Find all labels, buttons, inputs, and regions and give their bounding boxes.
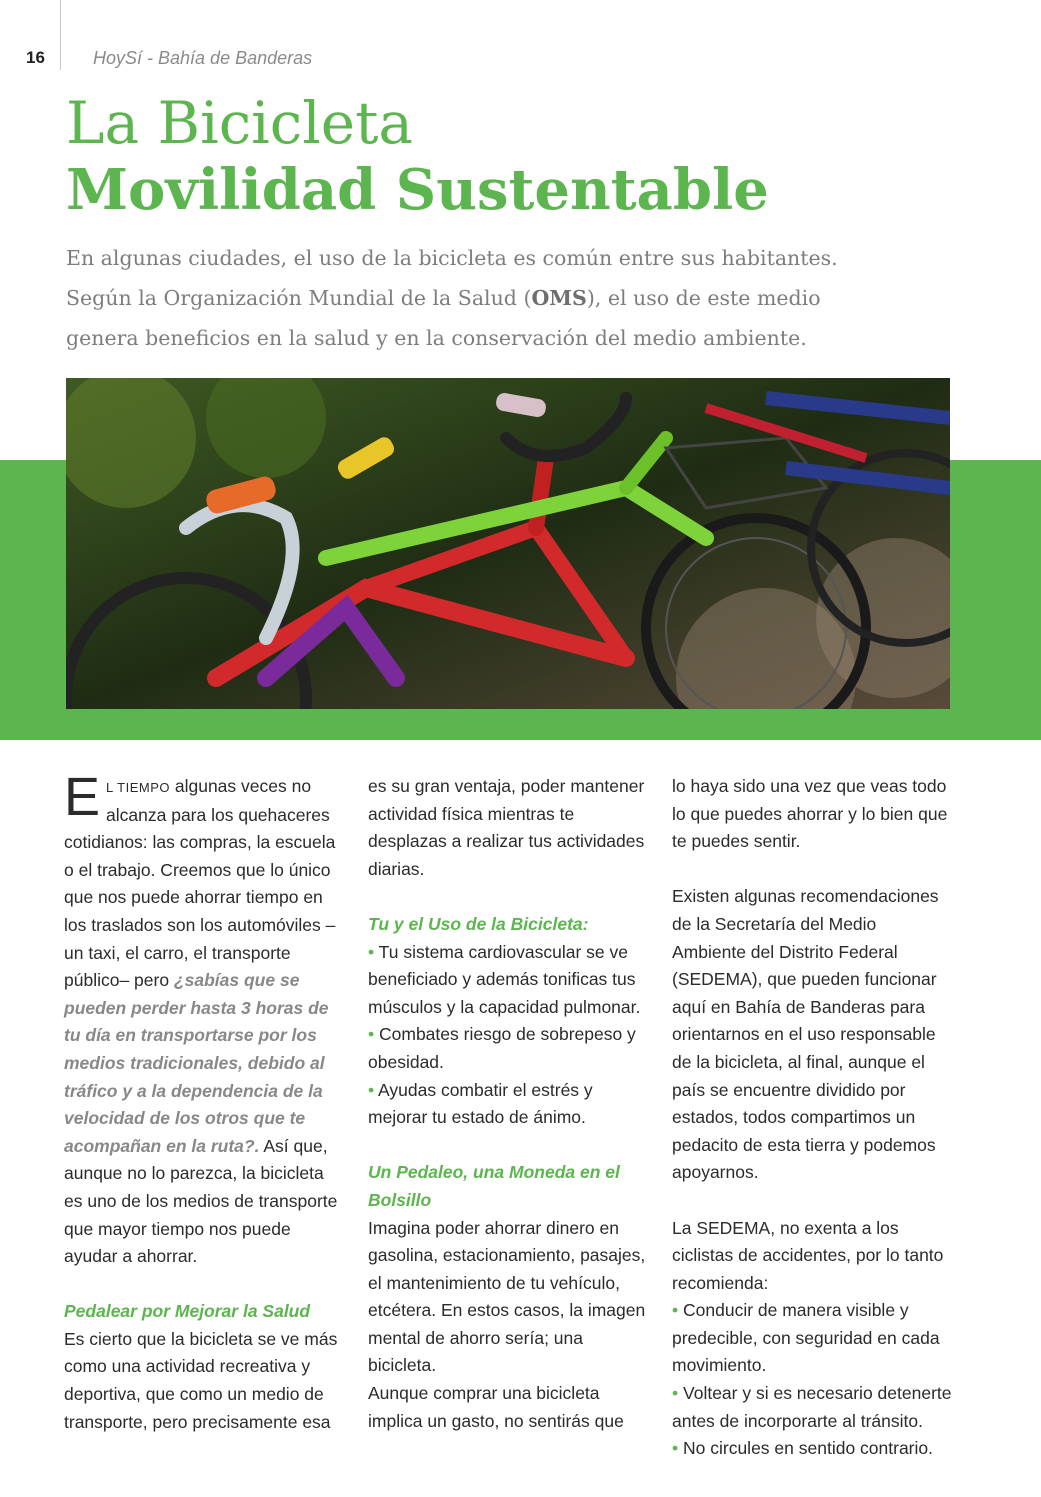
col3-paragraph-3: La SEDEMA, no exenta a los ciclistas de accidentes, por lo tanto recomienda: bbox=[672, 1217, 944, 1293]
bullet-icon: • bbox=[368, 1079, 375, 1100]
bullet-text: No circules en sentido contrario. bbox=[678, 1438, 933, 1459]
bullet-text: Conducir de manera visible y predecible, con seguridad en cada movimiento. bbox=[672, 1300, 940, 1376]
bullet-text: Tu sistema cardiovascular se ve beneficiado y además tonificas tus músculos y la capacidad pulmonar. bbox=[368, 941, 641, 1017]
page-number: 16 bbox=[26, 48, 45, 67]
intro-line-1: En algunas ciudades, el uso de la bicicleta es común entre sus habitantes. bbox=[66, 246, 838, 270]
magazine-name: HoySí - Bahía de Banderas bbox=[93, 48, 313, 68]
bullet-icon: • bbox=[368, 1024, 375, 1045]
col1-paragraph-2: Es cierto que la bicicleta se ve más como una actividad recreativa y deportiva, que como un medio de transporte, pero precisamente esa bbox=[64, 1328, 338, 1432]
col2-paragraph-2: Imagina poder ahorrar dinero en gasolina, estacionamiento, pasajes, el mantenimiento de tu vehículo, etcétera. En estos casos, la imagen mental de ahorro sería; una bicicleta. bbox=[368, 1217, 646, 1376]
bullet-icon: • bbox=[672, 1300, 679, 1321]
bullet-icon: • bbox=[672, 1438, 679, 1459]
bicycles-photo bbox=[66, 378, 950, 709]
bullet-icon: • bbox=[368, 941, 375, 962]
col1-text: algunas veces no alcanza para los quehaceres cotidianos: las compras, la escuela o el trabajo. Creemos que lo único que nos puede ahorrar tiempo en los traslados son los automóviles –un taxi, el carro, el transporte público– pero bbox=[64, 776, 336, 991]
col2-paragraph-3: Aunque comprar una bicicleta implica un gasto, no sentirás que bbox=[368, 1383, 624, 1431]
column-1 bbox=[64, 767, 344, 1436]
intro-line-3: genera beneficios en la salud y en la conservación del medio ambiente. bbox=[66, 326, 807, 350]
header-divider bbox=[60, 0, 61, 70]
intro-paragraph bbox=[66, 238, 946, 358]
subheading-uso-bicicleta: Tu y el Uso de la Bicicleta: bbox=[368, 913, 589, 934]
subheading-pedaleo-moneda: Un Pedaleo, una Moneda en el Bolsillo bbox=[368, 1162, 620, 1210]
bullet-text: Combates riesgo de sobrepeso y obesidad. bbox=[368, 1024, 636, 1072]
list-item bbox=[368, 939, 648, 1022]
list-item bbox=[672, 1380, 952, 1435]
column-2 bbox=[368, 773, 648, 1435]
bullet-icon: • bbox=[672, 1383, 679, 1404]
list-item bbox=[672, 1435, 952, 1463]
intro-text: Según la Organización Mundial de la Salud ( bbox=[66, 286, 532, 310]
drop-cap: E bbox=[64, 767, 101, 827]
intro-text: ), el uso de este medio bbox=[586, 286, 821, 310]
list-item bbox=[368, 1021, 648, 1076]
intro-line-2 bbox=[66, 278, 946, 318]
column-3 bbox=[672, 773, 952, 1463]
bicycles-illustration bbox=[66, 378, 950, 709]
subheading-pedalear: Pedalear por Mejorar la Salud bbox=[64, 1301, 311, 1322]
col1-text-end: Así que, aunque no lo parezca, la bicicleta es uno de los medios de transporte que mayor tiempo nos puede ayudar a ahorrar. bbox=[64, 1135, 338, 1267]
intro-oms: OMS bbox=[531, 286, 587, 310]
title-line-2: Movilidad Sustentable bbox=[66, 157, 769, 223]
list-item bbox=[672, 1297, 952, 1380]
col1-highlight: ¿sabías que se pueden perder hasta 3 horas de tu día en transportarse por los medios tradicionales, debido al tráfico y a la dependencia de la velocidad de los otros que te acompañan en la ruta?. bbox=[64, 970, 329, 1156]
bullet-text: Ayudas combatir el estrés y mejorar tu estado de ánimo. bbox=[368, 1079, 593, 1128]
col3-paragraph-1: lo haya sido una vez que veas todo lo que puedes ahorrar y lo bien que te puedes sentir. bbox=[672, 776, 948, 852]
list-item bbox=[368, 1077, 648, 1132]
col3-paragraph-2: Existen algunas recomendaciones de la Secretaría del Medio Ambiente del Distrito Federal (SEDEMA), que pueden funcionar aquí en Bahía de Banderas para orientarnos en el uso responsable de la bicicleta, al final, aunque el país se encuentre dividido por estados, todos compartimos un pedacito de esta tierra y podemos apoyarnos. bbox=[672, 886, 939, 1183]
bullet-text: Voltear y si es necesario detenerte antes de incorporarte al tránsito. bbox=[672, 1383, 952, 1431]
col2-paragraph-1: es su gran ventaja, poder mantener actividad física mientras te desplazas a realizar tus actividades diarias. bbox=[368, 776, 645, 879]
small-caps-lead: L TIEMPO bbox=[106, 780, 170, 795]
col1-paragraph-1 bbox=[64, 767, 344, 1271]
title-line-1: La Bicicleta bbox=[66, 89, 413, 157]
